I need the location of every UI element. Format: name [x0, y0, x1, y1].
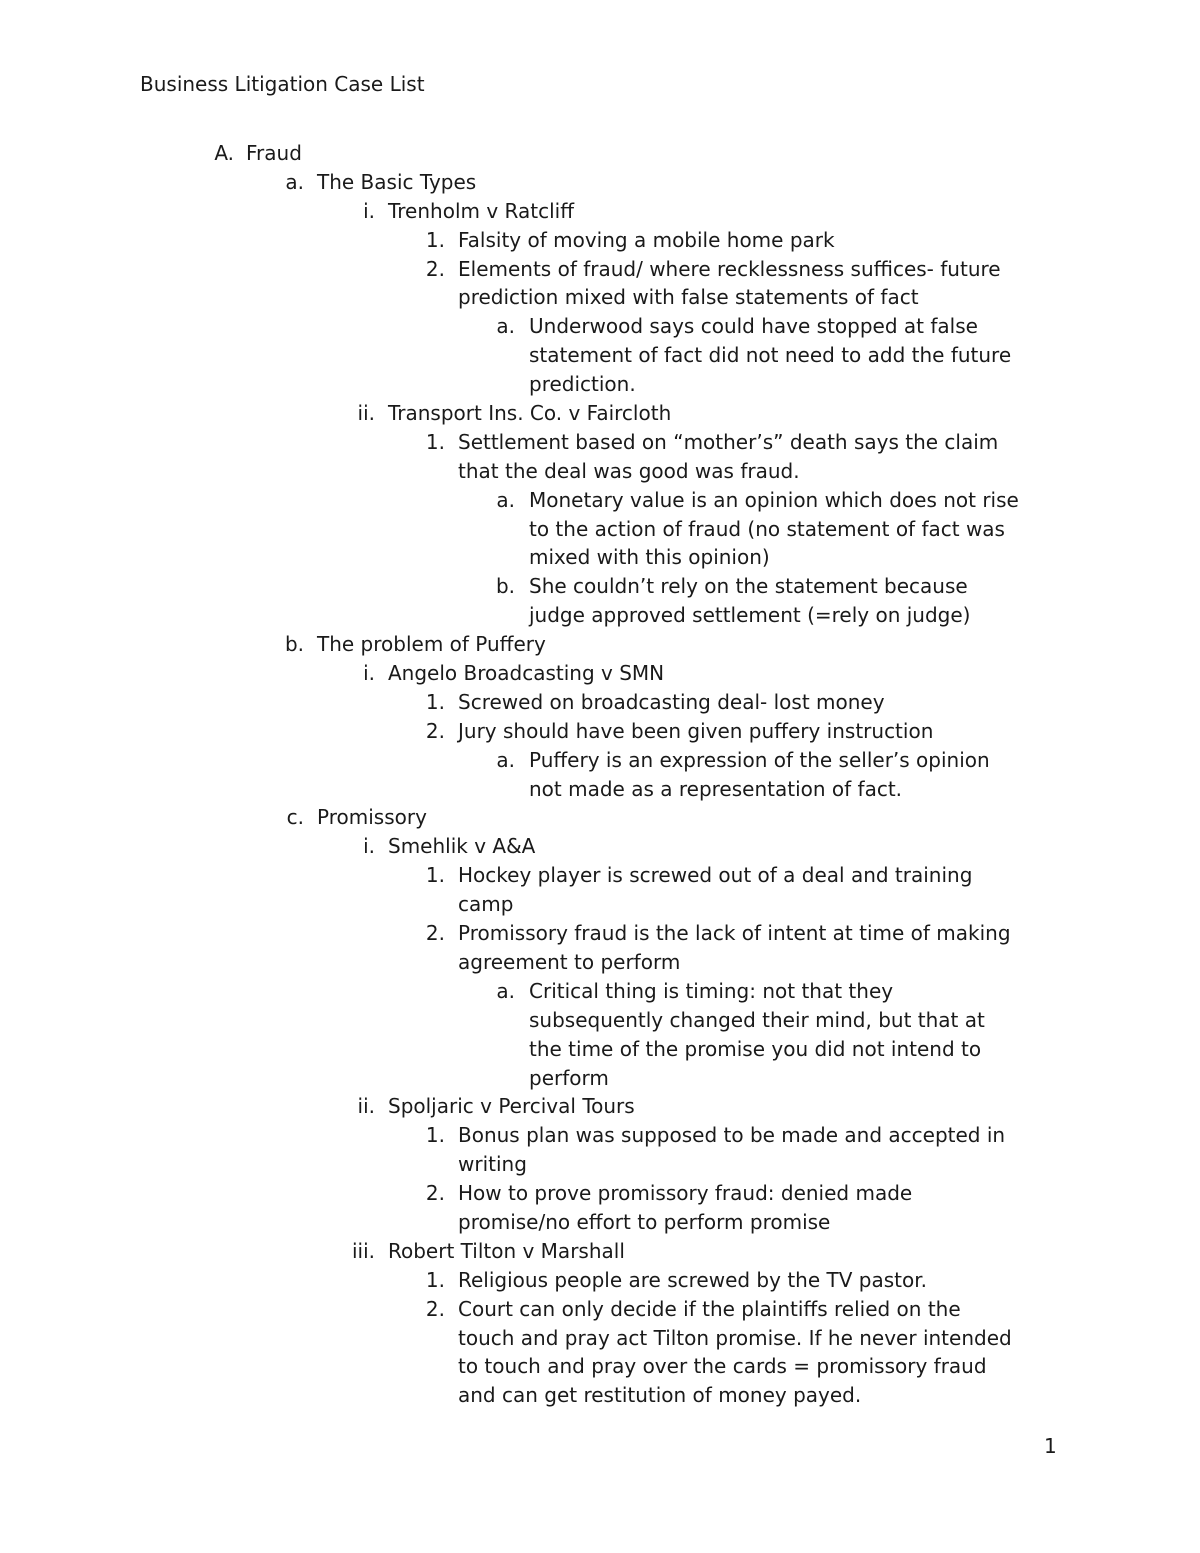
outline-text: judge approved settlement (=rely on judge) — [529, 603, 971, 628]
outline-marker: ii. — [357, 1094, 375, 1119]
outline-text: that the deal was good was fraud. — [458, 458, 800, 483]
outline-marker: b. — [495, 574, 515, 599]
outline-text: prediction. — [529, 372, 636, 397]
outline-text: Promissory fraud is the lack of intent at time of making — [458, 921, 1011, 946]
outline-line — [0, 1179, 1200, 1208]
outline-line — [0, 1381, 1200, 1410]
outline-text: Trenholm v Ratcliff — [388, 198, 574, 223]
outline-marker: b. — [284, 632, 304, 657]
outline-text: Robert Tilton v Marshall — [388, 1238, 625, 1263]
outline-marker: ii. — [357, 401, 375, 426]
outline-line — [0, 659, 1200, 688]
outline-marker: 1. — [425, 429, 445, 454]
outline-line — [0, 1035, 1200, 1064]
case-outline — [0, 139, 1200, 1410]
outline-text: and can get restitution of money payed. — [458, 1383, 862, 1408]
outline-line — [0, 1092, 1200, 1121]
outline-line — [0, 1266, 1200, 1295]
outline-line — [0, 197, 1200, 226]
outline-marker: 1. — [425, 1267, 445, 1292]
outline-text: Screwed on broadcasting deal- lost money — [458, 689, 885, 714]
outline-line — [0, 428, 1200, 457]
outline-text: subsequently changed their mind, but that at — [529, 1007, 985, 1032]
outline-marker: 1. — [425, 227, 445, 252]
outline-marker: 2. — [425, 1296, 445, 1321]
outline-text: She couldn’t rely on the statement because — [529, 574, 968, 599]
outline-marker: i. — [363, 198, 375, 223]
outline-marker: a. — [496, 978, 515, 1003]
outline-line — [0, 1064, 1200, 1093]
outline-text: How to prove promissory fraud: denied made — [458, 1181, 913, 1206]
outline-line — [0, 1352, 1200, 1381]
outline-marker: 1. — [425, 863, 445, 888]
outline-text: Angelo Broadcasting v SMN — [388, 661, 665, 686]
outline-line — [0, 486, 1200, 515]
outline-line — [0, 139, 1200, 168]
outline-line — [0, 1208, 1200, 1237]
outline-text: to the action of fraud (no statement of fact was — [529, 516, 1005, 541]
outline-line — [0, 457, 1200, 486]
outline-text: promise/no effort to perform promise — [458, 1209, 831, 1234]
outline-line — [0, 688, 1200, 717]
outline-line — [0, 255, 1200, 284]
outline-text: The problem of Puffery — [317, 632, 546, 657]
page-number: 1 — [1044, 1434, 1057, 1458]
outline-marker: i. — [363, 661, 375, 686]
outline-text: The Basic Types — [317, 169, 477, 194]
outline-text: Elements of fraud/ where recklessness suffices- future — [458, 256, 1001, 281]
outline-marker: 1. — [425, 689, 445, 714]
outline-text: agreement to perform — [458, 949, 681, 974]
outline-line — [0, 399, 1200, 428]
outline-text: writing — [458, 1152, 527, 1177]
outline-line — [0, 312, 1200, 341]
outline-line — [0, 341, 1200, 370]
outline-text: Monetary value is an opinion which does not rise — [529, 487, 1019, 512]
outline-marker: i. — [363, 834, 375, 859]
outline-marker: 2. — [425, 921, 445, 946]
outline-marker: a. — [496, 487, 515, 512]
outline-line — [0, 1324, 1200, 1353]
outline-text: Smehlik v A&A — [388, 834, 536, 859]
outline-line — [0, 601, 1200, 630]
outline-marker: c. — [286, 805, 304, 830]
outline-text: the time of the promise you did not intend to — [529, 1036, 982, 1061]
outline-marker: 2. — [425, 1181, 445, 1206]
outline-text: camp — [458, 892, 514, 917]
page-header-title: Business Litigation Case List — [140, 72, 425, 96]
outline-line — [0, 572, 1200, 601]
outline-text: Jury should have been given puffery instruction — [458, 718, 934, 743]
outline-text: statement of fact did not need to add the future — [529, 343, 1012, 368]
outline-line — [0, 226, 1200, 255]
outline-text: prediction mixed with false statements of fact — [458, 285, 919, 310]
outline-line — [0, 168, 1200, 197]
outline-line — [0, 1121, 1200, 1150]
outline-text: Settlement based on “mother’s” death says the claim — [458, 429, 999, 454]
outline-marker: 2. — [425, 718, 445, 743]
outline-line — [0, 370, 1200, 399]
outline-text: perform — [529, 1065, 609, 1090]
outline-text: Religious people are screwed by the TV pastor. — [458, 1267, 927, 1292]
outline-text: touch and pray act Tilton promise. If he never intended — [458, 1325, 1012, 1350]
outline-text: mixed with this opinion) — [529, 545, 770, 570]
outline-text: Spoljaric v Percival Tours — [388, 1094, 635, 1119]
outline-marker: a. — [496, 747, 515, 772]
outline-text: Critical thing is timing: not that they — [529, 978, 894, 1003]
outline-text: Transport Ins. Co. v Faircloth — [388, 401, 672, 426]
outline-text: Bonus plan was supposed to be made and accepted in — [458, 1123, 1006, 1148]
outline-line — [0, 1237, 1200, 1266]
outline-marker: iii. — [351, 1238, 375, 1263]
outline-line — [0, 832, 1200, 861]
outline-line — [0, 948, 1200, 977]
outline-text: Falsity of moving a mobile home park — [458, 227, 835, 252]
outline-text: Court can only decide if the plaintiffs relied on the — [458, 1296, 961, 1321]
outline-line — [0, 630, 1200, 659]
outline-marker: a. — [285, 169, 304, 194]
outline-marker: 1. — [425, 1123, 445, 1148]
outline-line — [0, 515, 1200, 544]
outline-line — [0, 283, 1200, 312]
outline-line — [0, 861, 1200, 890]
outline-line — [0, 746, 1200, 775]
outline-text: Underwood says could have stopped at false — [529, 314, 978, 339]
outline-text: Hockey player is screwed out of a deal and training — [458, 863, 973, 888]
outline-text: Fraud — [246, 141, 302, 165]
outline-text: Promissory — [317, 805, 427, 830]
outline-text: Puffery is an expression of the seller’s opinion — [529, 747, 990, 772]
outline-line — [0, 775, 1200, 804]
outline-line — [0, 1295, 1200, 1324]
outline-line — [0, 890, 1200, 919]
outline-line — [0, 803, 1200, 832]
outline-line — [0, 543, 1200, 572]
outline-line — [0, 717, 1200, 746]
outline-marker: 2. — [425, 256, 445, 281]
outline-line — [0, 977, 1200, 1006]
outline-marker: A. — [214, 141, 234, 165]
outline-line — [0, 1006, 1200, 1035]
outline-line — [0, 1150, 1200, 1179]
outline-line — [0, 919, 1200, 948]
outline-marker: a. — [496, 314, 515, 339]
outline-text: not made as a representation of fact. — [529, 776, 903, 801]
outline-text: to touch and pray over the cards = promissory fraud — [458, 1354, 987, 1379]
